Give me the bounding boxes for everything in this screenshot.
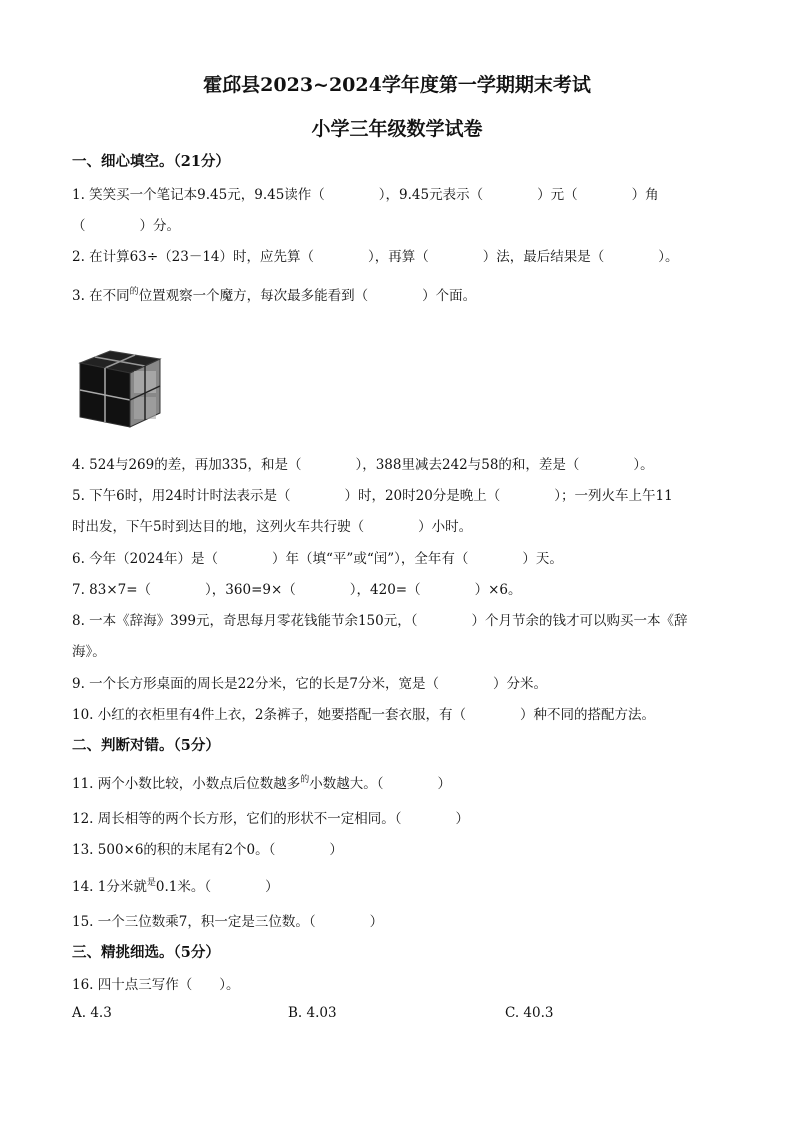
question-6: 6. 今年（2024年）是（ ）年（填“平”或“闰”），全年有（ ）天。 <box>72 551 563 567</box>
question-10: 10. 小红的衣柜里有4件上衣，2条裤子，她要搭配一套衣服，有（ ）种不同的搭配方法。 <box>72 707 655 723</box>
question-3: 3. 在不同$^的$位置观察一个魔方，每次最多能看到（ ）个面。 <box>72 287 477 304</box>
question-13: 13. 500×6的积的末尾有2个0。（ ） <box>72 842 343 858</box>
question-7: 7. 83×7=（ ），360=9×（ ），420=（ ）×6。 <box>72 582 522 598</box>
option-a: A. 4.3 <box>72 1005 112 1021</box>
exam-subtitle: 小学三年级数学试卷 <box>311 118 483 140</box>
question-12: 12. 周长相等的两个长方形，它们的形状不一定相同。（ ） <box>72 811 470 827</box>
question-5-line-2: 时出发，下午5时到达目的地，这列火车共行驶（ ）小时。 <box>72 519 473 535</box>
question-1-line-1: 1. 笑笑买一个笔记本9.45元，9.45读作（ ），9.45元表示（ ）元（ ）角 <box>72 187 659 203</box>
question-11: 11. 两个小数比较，小数点后位数越多$^的$小数越大。（ ） <box>72 775 452 792</box>
question-1-line-2: （ ）分。 <box>72 218 180 234</box>
section-1-heading: 一、细心填空。（21分） <box>72 153 230 170</box>
exam-title: 霍邱县2023~2024学年度第一学期期末考试 <box>203 74 591 96</box>
rubiks-cube-image <box>74 349 164 429</box>
question-14: 14. 1分米就$^是$0.1米。（ ） <box>72 878 279 895</box>
option-b: B. 4.03 <box>288 1005 337 1021</box>
question-8-line-1: 8. 一本《辞海》399元，奇思每月零花钱能节余150元，（ ）个月节余的钱才可以购买一本《辞 <box>72 613 688 629</box>
question-15: 15. 一个三位数乘7，积一定是三位数。（ ） <box>72 914 384 930</box>
question-8-line-2: 海》。 <box>72 644 106 660</box>
question-5-line-1: 5. 下午6时，用24时计时法表示是（ ）时，20时20分是晚上（ ）；一列火车上午11 <box>72 488 673 504</box>
question-16: 16. 四十点三写作（ ）。 <box>72 977 240 993</box>
section-3-heading: 三、精挑细选。（5分） <box>72 944 220 961</box>
section-2-heading: 二、判断对错。（5分） <box>72 737 220 754</box>
question-9: 9. 一个长方形桌面的周长是22分米，它的长是7分米，宽是（ ）分米。 <box>72 676 547 692</box>
question-4: 4. 524与269的差，再加335，和是（ ），388里减去242与58的和，差是（ ）。 <box>72 457 654 473</box>
option-c: C. 40.3 <box>505 1005 554 1021</box>
question-2: 2. 在计算63÷（23－14）时，应先算（ ），再算（ ）法，最后结果是（ ）。 <box>72 249 679 265</box>
